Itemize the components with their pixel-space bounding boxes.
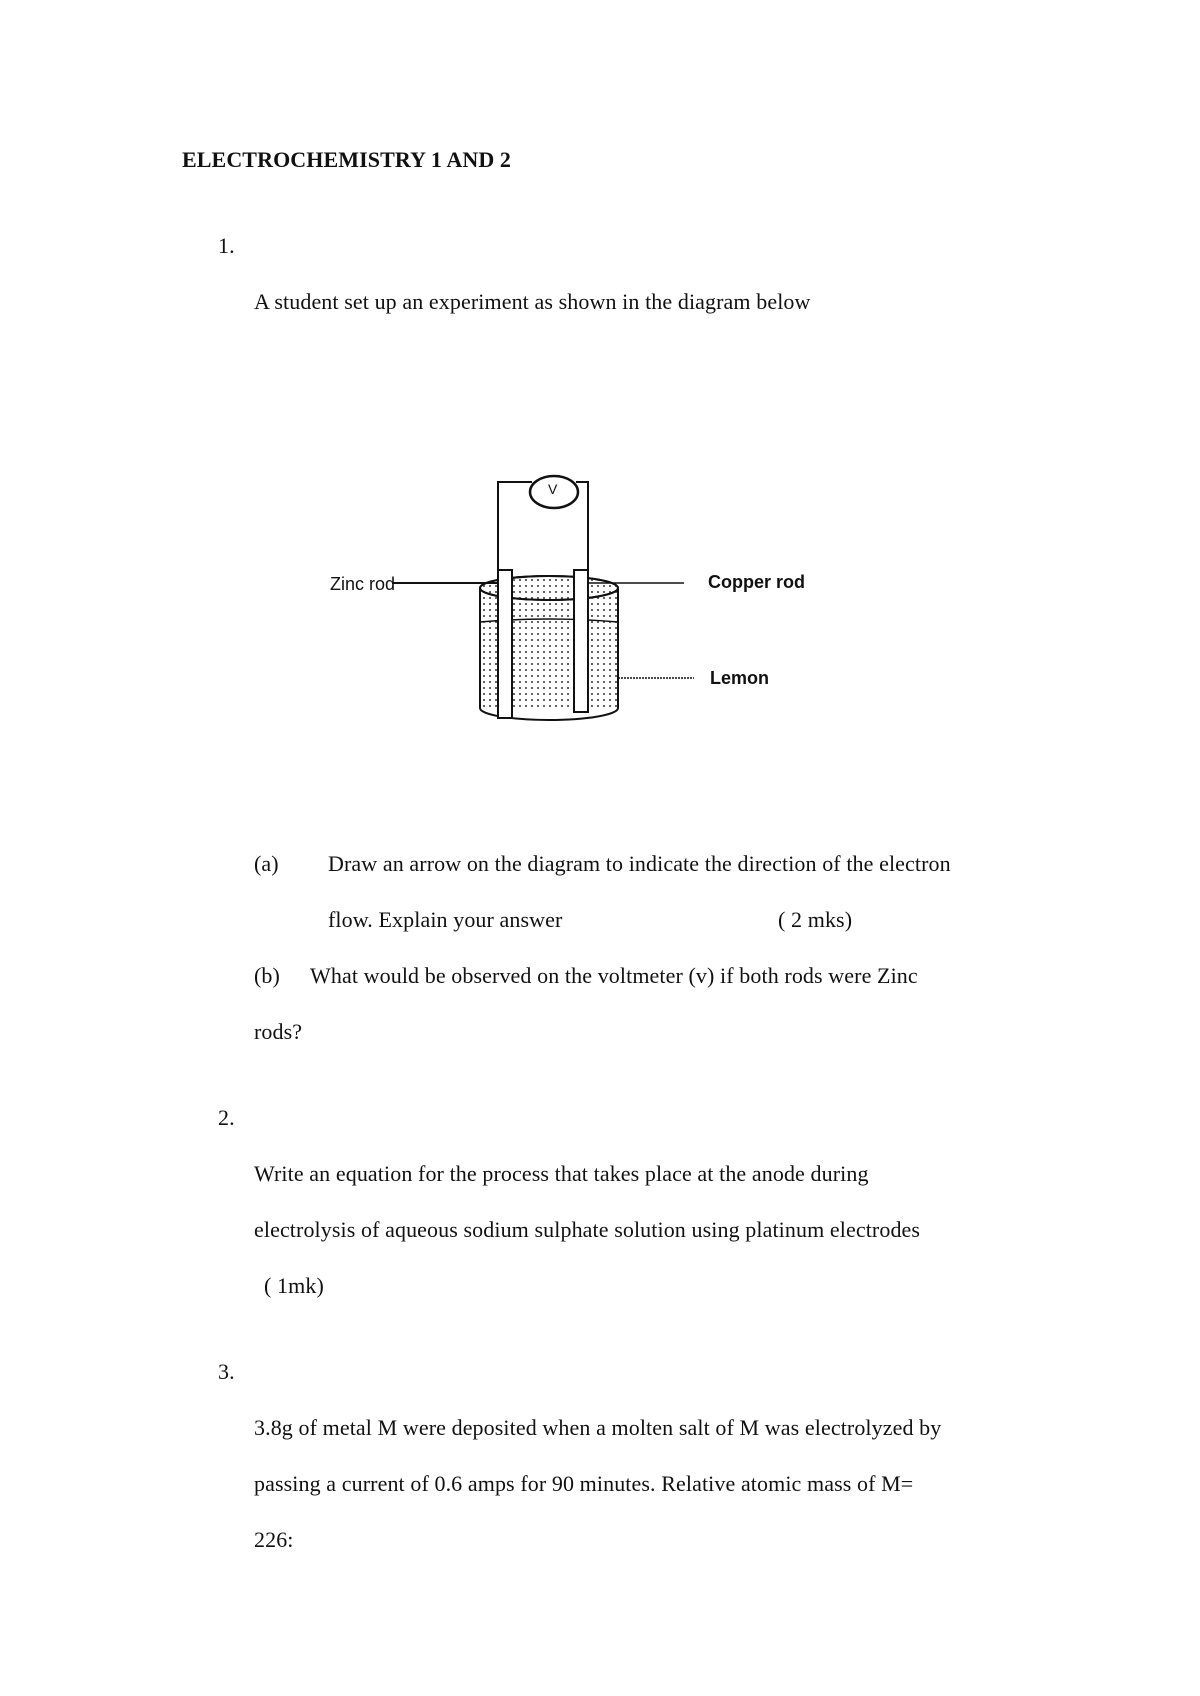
zinc-rod xyxy=(498,570,512,718)
question-1b-line1: What would be observed on the voltmeter (v) if both rods were Zinc xyxy=(310,963,918,988)
question-1a-label: (a) xyxy=(254,851,279,876)
question-1b-line2: rods? xyxy=(254,1019,303,1044)
lemon-cell-diagram xyxy=(320,470,840,730)
question-2-marks: ( 1mk) xyxy=(264,1273,324,1298)
document-title: ELECTROCHEMISTRY 1 AND 2 xyxy=(182,147,512,172)
circuit-wire-left xyxy=(498,482,532,580)
question-2-number: 2. xyxy=(218,1105,235,1130)
question-3-line1: 3.8g of metal M were deposited when a molten salt of M was electrolyzed by xyxy=(254,1415,942,1440)
question-1a-line1: Draw an arrow on the diagram to indicate the direction of the electron xyxy=(328,851,951,876)
voltmeter-symbol: V xyxy=(548,481,558,497)
question-1-intro: A student set up an experiment as shown in the diagram below xyxy=(254,289,811,314)
question-3-number: 3. xyxy=(218,1359,235,1384)
question-3-line3: 226: xyxy=(254,1527,294,1552)
copper-rod xyxy=(574,570,588,712)
lemon-label: Lemon xyxy=(710,668,770,688)
zinc-rod-label: Zinc rod xyxy=(330,574,396,594)
question-1-number: 1. xyxy=(218,233,235,258)
question-2-line1: Write an equation for the process that takes place at the anode during xyxy=(254,1161,869,1186)
question-2-line2: electrolysis of aqueous sodium sulphate solution using platinum electrodes xyxy=(254,1217,921,1242)
question-3-line2: passing a current of 0.6 amps for 90 minutes. Relative atomic mass of M= xyxy=(254,1471,914,1496)
copper-rod-label: Copper rod xyxy=(708,572,805,592)
question-1a-marks: ( 2 mks) xyxy=(778,907,853,932)
question-1a-line2: flow. Explain your answer xyxy=(328,907,563,932)
question-1b-label: (b) xyxy=(254,963,280,988)
